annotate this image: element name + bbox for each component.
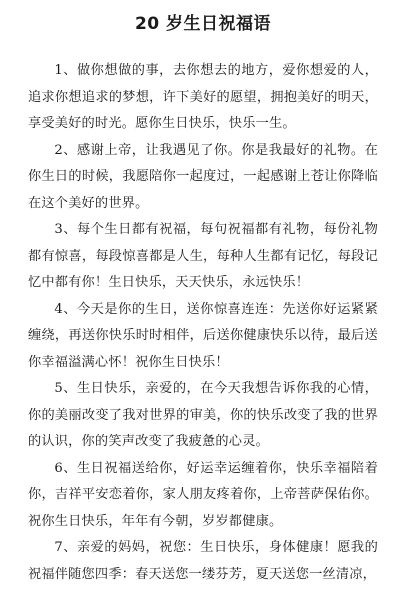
blessing-paragraph-2: 2、感谢上帝，让我遇见了你。你是我最好的礼物。在你生日的时候，我愿陪你一起度过，一起感谢上苍让你降临在这个美好的世界。 <box>28 142 378 211</box>
blessing-paragraph-6: 6、生日祝福送给你，好运幸运缠着你，快乐幸福陪着你，吉祥平安恋着你，家人朋友疼着你，上帝菩萨保佑你。祝你生日快乐，年年有今朝，岁岁都健康。 <box>28 460 378 529</box>
blessing-paragraph-1: 1、做你想做的事，去你想去的地方，爱你想爱的人，追求你想追求的梦想，许下美好的愿望，拥抱美好的明天，享受美好的时光。愿你生日快乐，快乐一生。 <box>28 63 378 131</box>
document-title: 20 岁生日祝福语 <box>134 14 272 34</box>
blessing-paragraph-4: 4、今天是你的生日，送你惊喜连连：先送你好运紧紧缠绕，再送你快乐时时相伴，后送你健康快乐以待，最后送你幸福溢满心怀！祝你生日快乐！ <box>28 301 378 370</box>
blessing-paragraph-7: 7、亲爱的妈妈，祝您：生日快乐，身体健康！愿我的祝福伴随您四季：春天送您一缕芬芳，夏天送您一丝清凉， <box>28 540 378 582</box>
blessing-paragraph-5: 5、生日快乐，亲爱的，在今天我想告诉你我的心情，你的美丽改变了我对世界的审美，你的快乐改变了我的世界的认识，你的笑声改变了我疲惫的心灵。 <box>28 381 378 449</box>
blessing-paragraph-3: 3、每个生日都有祝福，每句祝福都有礼物，每份礼物都有惊喜，每段惊喜都是人生，每种人生都有记忆，每段记忆中都有你！生日快乐，天天快乐，永远快乐！ <box>28 222 378 290</box>
